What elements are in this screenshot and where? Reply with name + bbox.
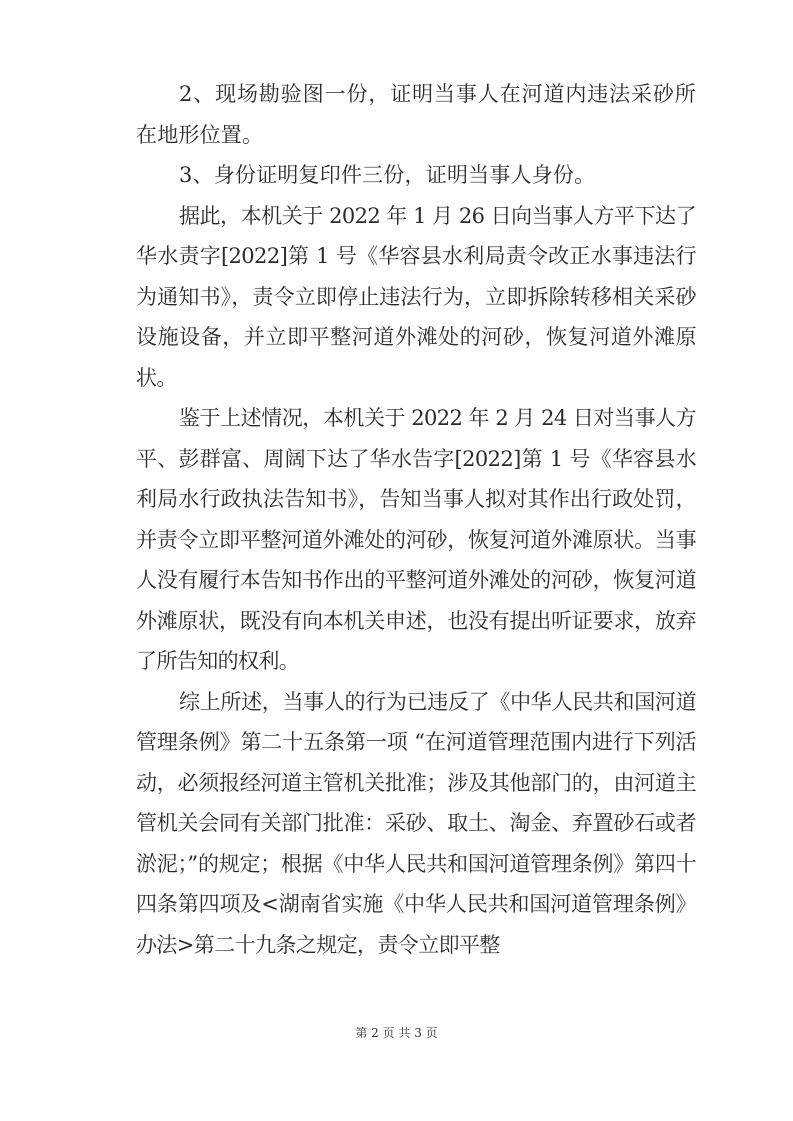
page-number-footer: 第 2 页 共 3 页 <box>355 1026 438 1040</box>
paragraph-evidence-3: 3、身份证明复印件三份，证明当事人身份。 <box>179 163 596 187</box>
paragraph-evidence-2: 2、现场勘验图一份，证明当事人在河道内违法采砂所在地形位置。 <box>136 82 696 147</box>
document-body <box>136 74 696 965</box>
paragraph-enforcement-notice: 鉴于上述情况，本机关于 2022 年 2 月 24 日对当事人方平、彭群富、周阔下达了华水告字[2022]第 1 号《华容县水利局水行政执法告知书》，告知当事人拟对其作出行政处罚，并责令立即平整河道外滩处的河砂，恢复河道外滩原状。当事人没有履行本告知书作出的平整河道外滩处的河砂，恢复河道外滩原状，既没有向本机关申述，也没有提出听证要求，放弃了所告知的权利。 <box>136 406 696 673</box>
paragraph-rectification-notice: 据此，本机关于 2022 年 1 月 26 日向当事人方平下达了华水责字[2022]第 1 号《华容县水利局责令改正水事违法行为通知书》，责令立即停止违法行为，立即拆除转移相关采砂设施设备，并立即平整河道外滩处的河砂，恢复河道外滩原状。 <box>136 203 696 390</box>
paragraph-conclusion: 综上所述，当事人的行为已违反了《中华人民共和国河道管理条例》第二十五条第一项 “在河道管理范围内进行下列活动，必须报经河道主管机关批准；涉及其他部门的，由河道主管机关会同有关部门批准：采砂、取土、淘金、弃置砂石或者淤泥；”的规定；根据《中华人民共和国河道管理条例》第四十四条第四项及<湖南省实施《中华人民共和国河道管理条例》办法>第二十九条之规定，责令立即平整 <box>136 689 696 957</box>
